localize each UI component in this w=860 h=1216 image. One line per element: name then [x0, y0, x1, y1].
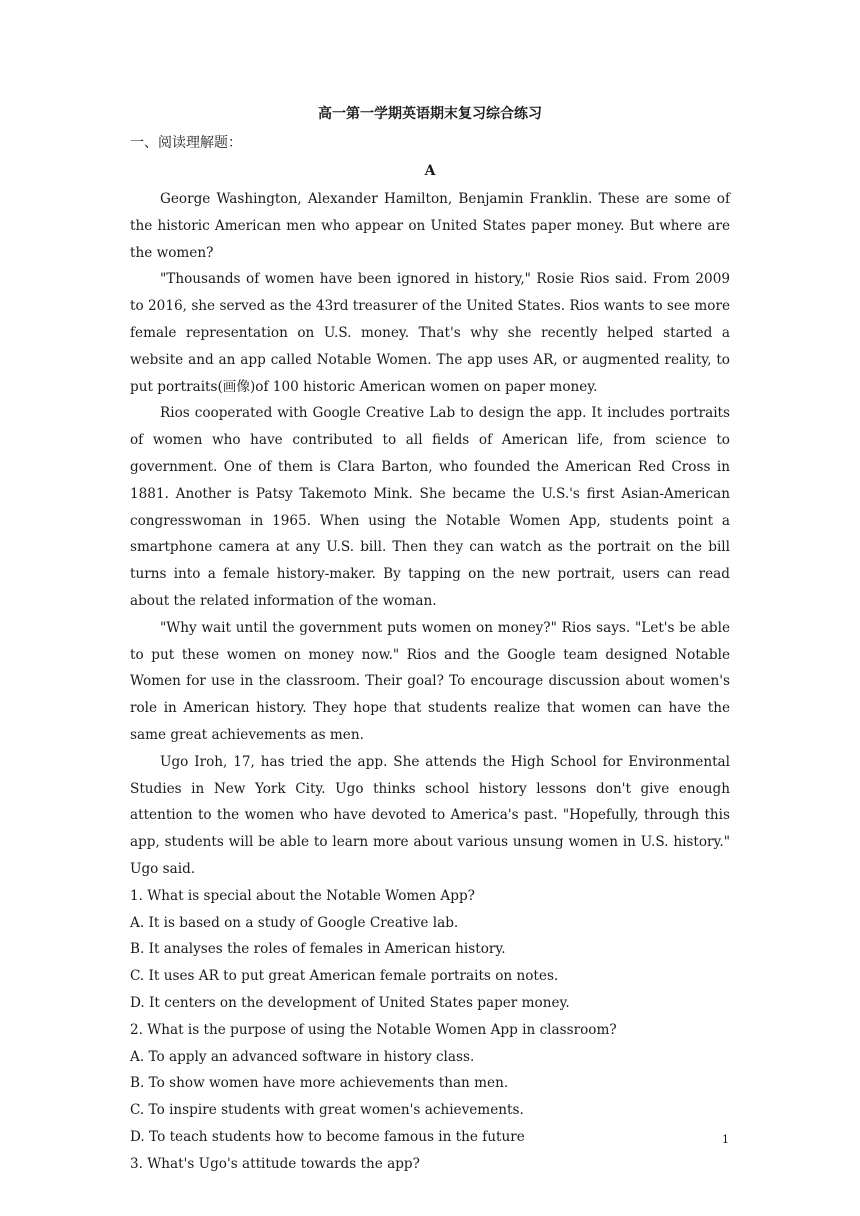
- page-title: 高一第一学期英语期末复习综合练习: [318, 106, 542, 122]
- paragraph: George Washington, Alexander Hamilton, Benjamin Franklin. These are some of the historic American men who appear on United States paper money. But where are the women?: [130, 191, 730, 261]
- answer-option: A. It is based on a study of Google Creative lab.: [130, 914, 459, 931]
- question-stem: 1. What is special about the Notable Women App?: [130, 887, 475, 904]
- section-heading: 一、阅读理解题：: [130, 135, 242, 151]
- answer-option: D. It centers on the development of United States paper money.: [130, 994, 570, 1011]
- answer-option: C. It uses AR to put great American female portraits on notes.: [130, 968, 559, 985]
- passage-label: A: [424, 163, 436, 179]
- answer-option: B. It analyses the roles of females in American history.: [130, 941, 506, 958]
- paragraph: Ugo Iroh, 17, has tried the app. She attends the High School for Environmental Studies in New York City. Ugo thinks school history lessons don't give enough attention to the women who have devoted to America's past. "Hopefully, through this app, students will be able to learn more about various unsung women in U.S. history." Ugo said.: [130, 753, 730, 877]
- question-stem: 2. What is the purpose of using the Notable Women App in classroom?: [130, 1021, 617, 1038]
- paragraph: "Thousands of women have been ignored in history," Rosie Rios said. From 2009 to 2016, she served as the 43rd treasurer of the United States. Rios wants to see more female representation on U.S. money. That's why she recently helped started a website and an app called Notable Women. The app uses AR, or augmented reality, to put portraits(画像)of 100 historic American women on paper money.: [130, 271, 730, 395]
- page-number: 1: [722, 1133, 729, 1146]
- question-stem: 3. What's Ugo's attitude towards the app?: [130, 1155, 420, 1172]
- answer-option: A. To apply an advanced software in history class.: [130, 1048, 475, 1065]
- answer-option: B. To show women have more achievements than men.: [130, 1075, 509, 1092]
- paragraph: "Why wait until the government puts women on money?" Rios says. "Let's be able to put these women on money now." Rios and the Google team designed Notable Women for use in the classroom. Their goal? To encourage discussion about women's role in American history. They hope that students realize that women can have the same great achievements as men.: [130, 619, 730, 743]
- answer-option: C. To inspire students with great women's achievements.: [130, 1102, 524, 1119]
- passage-body: [130, 186, 730, 1177]
- answer-option: D. To teach students how to become famous in the future: [130, 1128, 525, 1145]
- paragraph: Rios cooperated with Google Creative Lab to design the app. It includes portraits of women who have contributed to all fields of American life, from science to government. One of them is Clara Barton, who founded the American Red Cross in 1881. Another is Patsy Takemoto Mink. She became the U.S.'s first Asian-American congresswoman in 1965. When using the Notable Women App, students point a smartphone camera at any U.S. bill. Then they can watch as the portrait on the bill turns into a female history-maker. By tapping on the new portrait, users can read about the related information of the woman.: [130, 405, 730, 609]
